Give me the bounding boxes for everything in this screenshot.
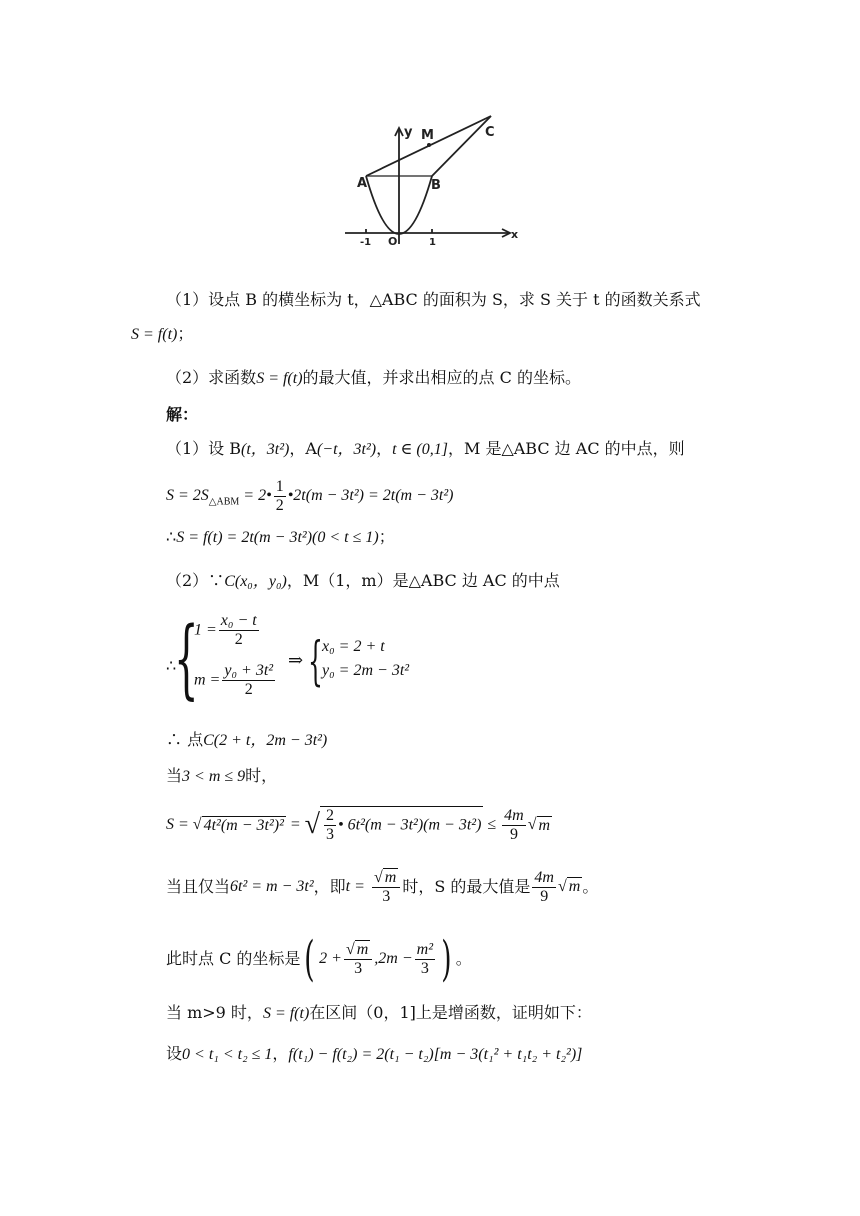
sqrt-sign: √ — [304, 809, 321, 840]
radicand-rest: • 6t²(m − 3t²)(m − 3t²) — [338, 816, 482, 834]
equals: = — [289, 816, 301, 833]
right-brace: { — [308, 632, 323, 692]
punctuation: ； — [177, 324, 194, 343]
numerator: √ m — [372, 868, 400, 888]
max-point-c — [166, 931, 472, 987]
solution-label: 解： — [166, 405, 199, 424]
because-text: （2）∵ — [166, 571, 225, 590]
question-2 — [166, 368, 581, 389]
text: 当且仅当 — [166, 877, 231, 896]
point-b-coords: (t，3t²) — [241, 441, 290, 458]
denominator: 2 — [244, 681, 253, 698]
fraction-sqrt-m-over-3 — [372, 868, 400, 906]
punctuation: ； — [378, 527, 395, 546]
fraction — [502, 807, 526, 844]
point-c-result — [166, 730, 327, 751]
label-c: C — [485, 125, 495, 140]
segment-bc — [432, 116, 491, 176]
denominator: 2 — [234, 631, 243, 648]
question-2-text-b: 的最大值，并求出相应的点 C 的坐标。 — [302, 368, 581, 387]
implies-arrow: ⇒ — [288, 650, 304, 671]
left-brace: { — [174, 609, 199, 709]
m-range: 3 < m ≤ 9 — [182, 768, 246, 785]
sqrt-sign: √ — [192, 816, 202, 833]
label-o: O — [388, 235, 398, 248]
point-m — [427, 143, 431, 147]
question-2-text-a: （2）求函数 — [166, 368, 257, 387]
sqrt-sign: √ — [527, 816, 537, 833]
lhs: m = — [194, 671, 221, 689]
area-expression: •2t(m − 3t²) = 2t(m − 3t²) — [287, 487, 454, 505]
point-a-coords: (−t，3t²) — [316, 441, 377, 458]
s-equals: S = — [166, 816, 189, 833]
solution-y0: y₀ = 2m − 3t² — [322, 662, 410, 679]
text: 时， — [245, 766, 278, 785]
fraction — [344, 940, 372, 978]
text: ∴ 点 — [166, 730, 204, 749]
label-a: A — [357, 176, 368, 191]
numerator: 1 — [275, 478, 284, 495]
numerator: y₀ + 3t² — [224, 662, 274, 679]
numerator: 2 — [326, 807, 335, 824]
fraction — [222, 662, 275, 699]
t-equals: t = — [345, 878, 365, 895]
denominator: 2 — [275, 497, 284, 514]
text: 当 — [166, 766, 183, 785]
numerator: 4m — [534, 868, 554, 886]
text: 此时点 C 的坐标是 — [166, 949, 301, 968]
denominator: 3 — [326, 826, 335, 843]
right-paren: ) — [441, 931, 452, 987]
denominator: 9 — [509, 825, 518, 843]
solution-2-intro — [166, 571, 560, 592]
fraction-half — [274, 478, 286, 515]
point-c-coords: C(2 + t，2m − 3t²) — [203, 732, 328, 749]
punctuation: 。 — [455, 949, 472, 968]
question-1-text: （1）设点 B 的横坐标为 t，△ABC 的面积为 S，求 S 关于 t 的函数关系式 — [166, 290, 701, 309]
label-y: y — [404, 125, 413, 140]
lhs: 1 = — [194, 621, 217, 639]
t-order: 0 < t₁ < t₂ ≤ 1 — [182, 1046, 273, 1063]
text: 设 — [166, 1044, 183, 1063]
fraction — [532, 869, 556, 906]
difference-expression: f(t₁) − f(t₂) = 2(t₁ − t₂)[m − 3(t₁² + t₁t₂ + t₂²)] — [288, 1046, 583, 1063]
denominator: 3 — [382, 888, 391, 905]
equation-row-1 — [194, 612, 261, 649]
label-one: 1 — [429, 237, 436, 248]
radicand: m — [356, 941, 369, 958]
condition: 6t² = m − 3t² — [230, 878, 314, 895]
midpoint-text: ，M（1，m）是△ABC 边 AC 的中点 — [286, 571, 560, 590]
leq: ≤ — [487, 816, 497, 833]
area-formula — [166, 478, 453, 515]
denominator: 3 — [354, 960, 363, 977]
equality-condition — [166, 868, 598, 906]
question-1-formula: S = f(t) — [131, 326, 178, 343]
denominator: 9 — [540, 887, 549, 905]
equation-row-2 — [194, 662, 277, 699]
area-function — [166, 527, 395, 548]
therefore-symbol: ∴ — [166, 656, 177, 675]
am-gm-inequality — [166, 806, 552, 844]
radicand: 4t²(m − 3t²)² — [203, 816, 284, 834]
text: ，A — [289, 439, 317, 458]
radicand: m — [568, 878, 581, 895]
question-2-formula: S = f(t) — [256, 370, 303, 387]
solution-x0: x₀ = 2 + t — [322, 638, 385, 655]
parabola-triangle-figure — [340, 112, 530, 262]
fraction — [324, 807, 336, 844]
label-b: B — [431, 178, 441, 193]
left-paren: ( — [304, 931, 315, 987]
monotonic-proof — [166, 1044, 582, 1065]
label-neg1: -1 — [360, 237, 372, 248]
radicand-group — [320, 806, 483, 844]
numerator: √ m — [344, 940, 372, 960]
text: 当 m>9 时， — [166, 1003, 263, 1022]
subscript: △ABM — [208, 496, 240, 508]
x-part: 2 + — [319, 950, 342, 967]
case-m-range — [166, 766, 277, 787]
fraction — [415, 941, 435, 978]
text: ，即 — [313, 877, 346, 896]
denominator: 3 — [420, 959, 429, 977]
y-part: ,2m − — [374, 950, 413, 967]
sqrt-expression: √ m — [557, 878, 581, 895]
text: 在区间（0，1]上是增函数，证明如下： — [309, 1003, 592, 1022]
text: （1）设 B — [166, 439, 242, 458]
text: 时，S 的最大值是 — [402, 877, 531, 896]
label-m: M — [421, 128, 434, 143]
solution-1-intro — [166, 439, 685, 460]
fraction — [219, 612, 259, 649]
question-1-line2 — [131, 324, 193, 345]
area-s: S = 2S — [166, 487, 209, 505]
question-1-line1 — [166, 290, 701, 310]
therefore-symbol: ∴ — [166, 527, 177, 546]
numerator: 4m — [504, 806, 524, 824]
label-x: x — [511, 228, 519, 241]
numerator: x₀ − t — [220, 612, 257, 629]
case-m-greater-9 — [166, 1003, 592, 1024]
radicand: m — [538, 816, 551, 834]
radicand: m — [384, 869, 397, 886]
text: ， — [272, 1044, 289, 1063]
text: ，M 是△ABC 边 AC 的中点，则 — [447, 439, 685, 458]
function-expression: S = f(t) = 2t(m − 3t²)(0 < t ≤ 1) — [176, 529, 379, 546]
text: ， — [376, 439, 393, 458]
equals: = 2• — [243, 487, 272, 505]
punctuation: 。 — [582, 877, 599, 896]
function: S = f(t) — [262, 1005, 310, 1022]
point-c: C(x₀，y₀) — [224, 573, 287, 590]
t-range: t ∈ (0,1] — [392, 441, 448, 458]
numerator: m² — [416, 940, 434, 958]
